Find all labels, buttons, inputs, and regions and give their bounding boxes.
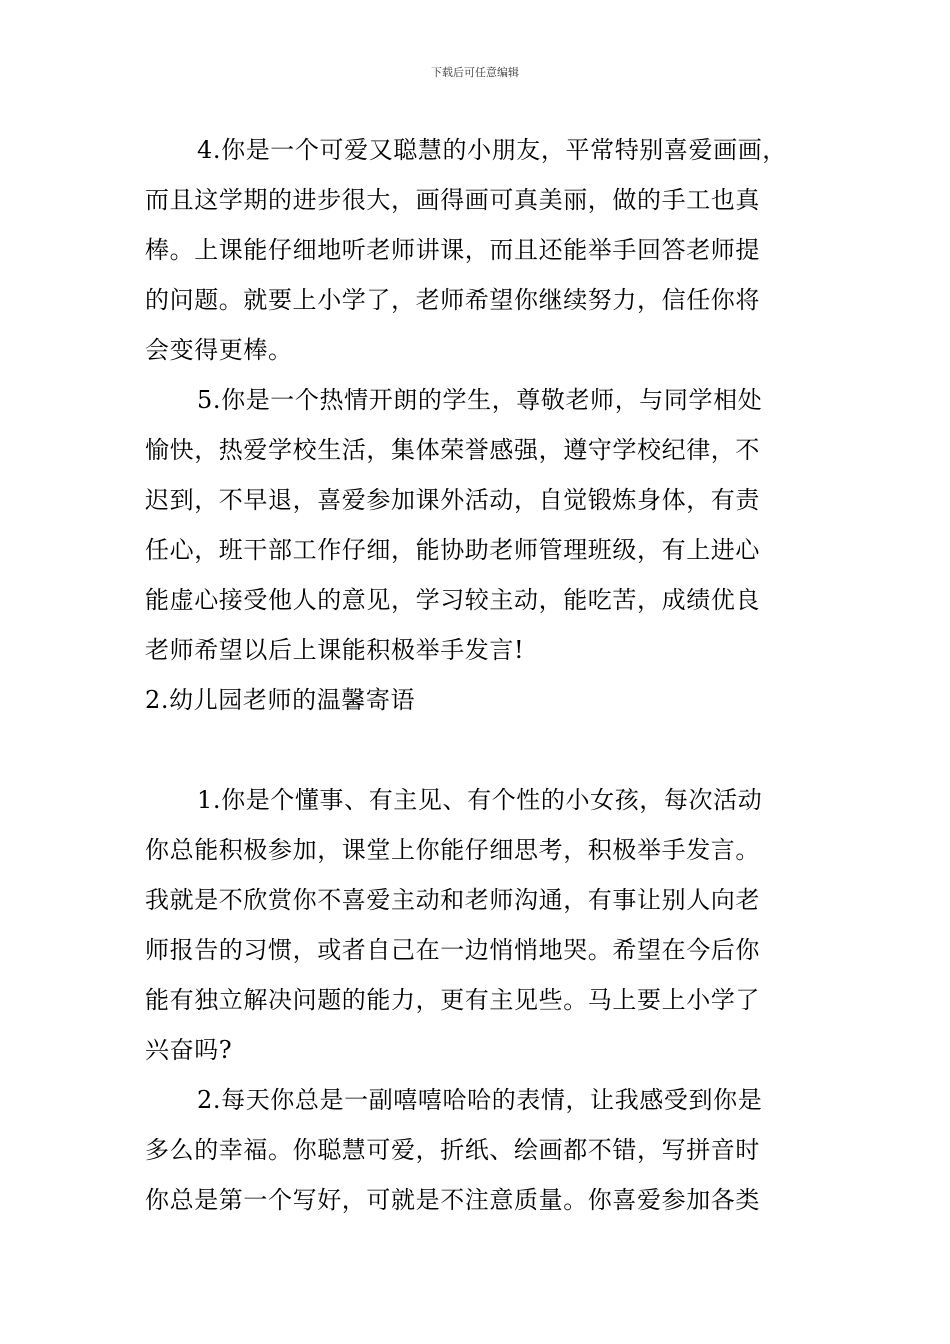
text-line: 多么的幸福。你聪慧可爱，折纸、绘画都不错，写拼音时 — [145, 1136, 760, 1164]
paragraph-item-1 — [145, 775, 810, 1075]
text-line: 而且这学期的进步很大，画得画可真美丽，做的手工也真 — [145, 186, 760, 214]
text-line: 棒。上课能仔细地听老师讲课，而且还能举手回答老师提 — [145, 236, 760, 264]
text-line: 兴奋吗? — [145, 1036, 233, 1064]
text-line: 老师希望以后上课能积极举手发言! — [145, 636, 525, 664]
paragraph-item-5 — [145, 375, 810, 675]
text-line: 能虚心接受他人的意见，学习较主动，能吃苦，成绩优良 — [145, 586, 760, 614]
paragraph-item-2 — [145, 1075, 810, 1225]
text-line: 的问题。就要上小学了，老师希望你继续努力，信任你将 — [145, 286, 760, 314]
page-header: 下载后可任意编辑 — [431, 66, 519, 79]
text-line: 你总是第一个写好，可就是不注意质量。你喜爱参加各类 — [145, 1186, 760, 1214]
text-line: 4.你是一个可爱又聪慧的小朋友，平常特别喜爱画画， — [197, 136, 787, 164]
text-line: 能有独立解决问题的能力，更有主见些。马上要上小学了 — [145, 986, 760, 1014]
heading-text: 2.幼儿园老师的温馨寄语 — [145, 686, 416, 714]
text-line: 你总能积极参加，课堂上你能仔细思考，积极举手发言。 — [145, 836, 760, 864]
text-line: 我就是不欣赏你不喜爱主动和老师沟通，有事让别人向老 — [145, 886, 760, 914]
text-line: 任心，班干部工作仔细，能协助老师管理班级，有上进心 — [145, 536, 760, 564]
section-heading — [145, 675, 810, 725]
text-line: 师报告的习惯，或者自己在一边悄悄地哭。希望在今后你 — [145, 936, 760, 964]
text-line: 5.你是一个热情开朗的学生，尊敬老师，与同学相处 — [197, 386, 763, 414]
paragraph-item-4 — [145, 125, 810, 375]
blank-line — [145, 725, 810, 775]
text-line: 迟到，不早退，喜爱参加课外活动，自觉锻炼身体，有责 — [145, 486, 760, 514]
text-line: 会变得更棒。 — [145, 336, 293, 364]
text-line: 愉快，热爱学校生活，集体荣誉感强，遵守学校纪律，不 — [145, 436, 760, 464]
text-line: 2.每天你总是一副嘻嘻哈哈的表情，让我感受到你是 — [197, 1086, 763, 1114]
text-line: 1.你是个懂事、有主见、有个性的小女孩，每次活动 — [197, 786, 763, 814]
document-body — [145, 125, 810, 1225]
